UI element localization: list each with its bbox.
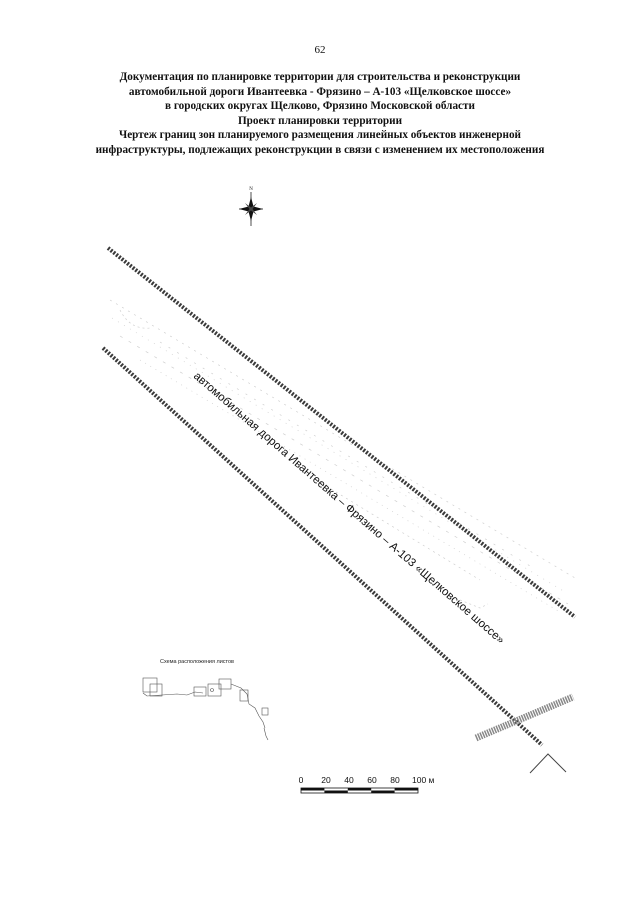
scale-segment-2: [324, 791, 347, 794]
road-label: автомобильная дорога Ивантеевка – Фрязино – А-103 «Щелковское шоссе»: [191, 370, 507, 647]
scale-segment-1: [301, 788, 324, 791]
scale-bar: [299, 775, 435, 793]
title-line-2: автомобильной дороги Ивантеевка - Фрязино – А-103 «Щелковское шоссе»: [128, 85, 512, 98]
inset-caption: Схема расположения листов: [160, 659, 234, 665]
sheet-layout-inset: [143, 659, 268, 740]
scale-tick-80: 80: [390, 775, 400, 785]
corner-boundary-line: [530, 754, 566, 773]
scale-tick-40: 40: [344, 775, 354, 785]
title-line-4: Проект планировки территории: [237, 114, 403, 127]
scale-tick-0: 0: [298, 775, 304, 785]
title-line-1: Документация по планировке территории для строительства и реконструкции: [119, 71, 521, 83]
scale-tick-100: 100 м: [412, 775, 435, 785]
scale-segment-3: [348, 788, 371, 791]
scale-tick-20: 20: [321, 775, 331, 785]
title-line-6: инфраструктуры, подлежащих реконструкции в связи с изменением их местоположения: [95, 143, 545, 156]
svg-text:N: N: [249, 187, 253, 192]
engineering-zone-band: [476, 697, 573, 738]
lower-zone-boundary: [103, 348, 542, 745]
title-line-3: в городских округах Щелково, Фрязино Московской области: [165, 100, 475, 112]
compass-rose-icon: [239, 187, 263, 226]
scale-segment-4: [371, 791, 394, 794]
title-line-5: Чертеж границ зон планируемого размещения линейных объектов инженерной: [119, 129, 521, 141]
scale-tick-60: 60: [367, 775, 377, 785]
page-number: 62: [314, 44, 326, 56]
scale-segment-5: [395, 788, 418, 791]
